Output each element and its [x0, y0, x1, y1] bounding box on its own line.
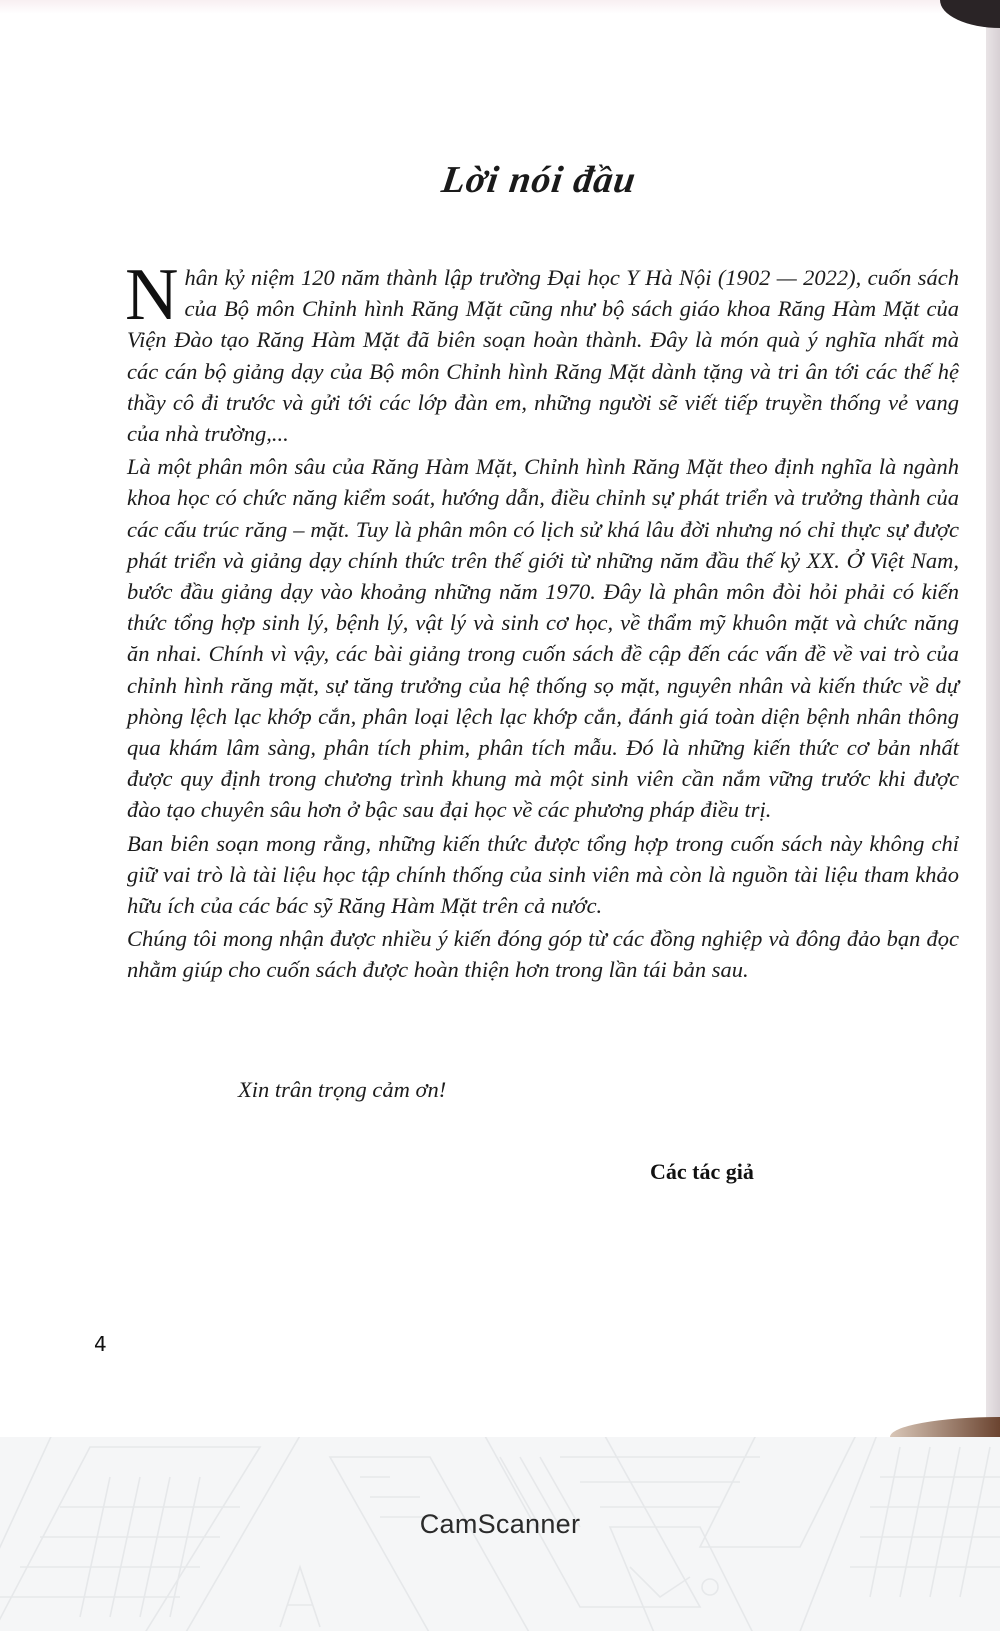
paragraph-2: Là một phân môn sâu của Răng Hàm Mặt, Chỉnh hình Răng Mặt theo định nghĩa là ngành khoa học có chức năng kiểm soát, hướng dẫn, điều chỉnh sự phát triển và trưởng thành của các cấu trúc răng – mặt. Tuy là phân môn có lịch sử khá lâu đời nhưng nó chỉ thực sự được phát triển và giảng dạy chính thức trên thế giới từ những năm đầu thế kỷ XX. Ở Việt Nam, bước đầu giảng dạy vào khoảng những năm 1970. Đây là phân môn đòi hỏi phải có kiến thức tổng hợp sinh lý, bệnh lý, vật lý và sinh cơ học, về thẩm mỹ khuôn mặt và chức năng ăn nhai. Chính vì vậy, các bài giảng trong cuốn sách đề cập đến các vấn đề về vai trò của chỉnh hình răng mặt, sự tăng trưởng của hệ thống sọ mặt, nguyên nhân và kiến thức về dự phòng lệch lạc khớp cắn, phân loại lệch lạc khớp cắn, đánh giá toàn diện bệnh nhân thông qua khám lâm sàng, phân tích phim, phân tích mẫu. Đó là những kiến thức cơ bản nhất được quy định trong chương trình khung mà một sinh viên cần nắm vững trước khi được đào tạo chuyên sâu hơn ở bậc sau đại học về các phương pháp điều trị.: [127, 454, 959, 823]
page-curl-bottom: [890, 1417, 1000, 1437]
letter-a-outline-icon: [280, 1567, 320, 1627]
paragraph-3: Ban biên soạn mong rằng, những kiến thức được tổng hợp trong cuốn sách này không chỉ giữ vai trò là tài liệu học tập chính thống của sinh viên mà còn là nguồn tài liệu tham khảo hữu ích của các bác sỹ Răng Hàm Mặt trên cả nước.: [127, 830, 959, 919]
page-edge: [986, 20, 1000, 1437]
page-heading: [0, 158, 1000, 202]
closing-line: Xin trân trọng cảm ơn!: [238, 1077, 447, 1102]
preface-body: [125, 254, 959, 986]
paragraph-text: hân kỷ niệm 120 năm thành lập trường Đại học Y Hà Nội (1902 — 2022), cuốn sách của Bộ môn Chỉnh hình Răng Mặt cũng như bộ sách giáo khoa Răng Hàm Mặt của Viện Đào tạo Răng Hàm Mặt đã biên soạn hoàn thành. Đây là món quà ý nghĩa nhất mà các cán bộ giảng dạy của Bộ môn Chỉnh hình Răng Mặt dành tặng và tri ân tới các thế hệ thầy cô đi trước và gửi tới các lớp đàn em, những người sẽ viết tiếp truyền thống vẻ vang của nhà trường,...: [127, 265, 959, 447]
document-outline-icon: [330, 1457, 560, 1631]
paragraph-4: Chúng tôi mong nhận được nhiều ý kiến đóng góp từ các đồng nghiệp và đông đảo bạn đọc nhằm giúp cho cuốn sách được hoàn thiện hơn trong lần tái bản sau.: [127, 926, 959, 983]
camscanner-footer: [0, 1437, 1000, 1631]
heading-text: Lời nói đầu: [439, 159, 639, 201]
drop-cap: N: [125, 254, 179, 336]
camscanner-brand: CamScanner: [419, 1509, 581, 1539]
paragraph-1: [125, 254, 959, 449]
page-top-shadow: [0, 0, 1000, 14]
page-curl-top: [940, 0, 1000, 28]
signature: Các tác giả: [650, 1159, 754, 1184]
page-number: 4: [94, 1332, 107, 1356]
